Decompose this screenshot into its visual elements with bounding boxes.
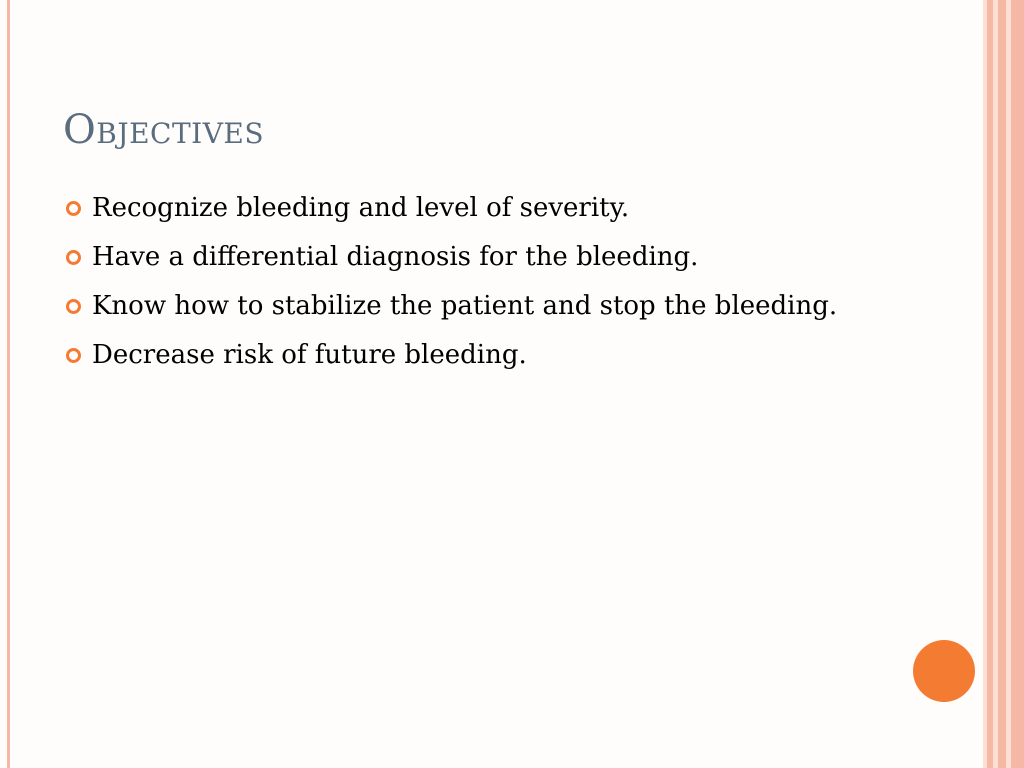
right-border-stripe-4 [998,0,1006,768]
bullet-text: Have a differential diagnosis for the bleeding. [92,242,699,272]
ring-bullet-icon [66,348,81,363]
ring-bullet-icon [66,250,81,265]
bullet-item [63,334,853,376]
decorative-orange-circle [913,640,975,702]
ring-bullet-icon [66,299,81,314]
left-border-line [7,0,10,768]
bullet-list [63,187,853,383]
bullet-item [63,187,853,229]
bullet-item [63,236,853,278]
ring-bullet-icon [66,201,81,216]
slide-title: Objectives [63,107,265,153]
bullet-text: Decrease risk of future bleeding. [92,340,527,370]
bullet-text: Know how to stabilize the patient and stop the bleeding. [92,291,838,321]
bullet-text: Recognize bleeding and level of severity. [92,193,630,223]
bullet-item [63,285,853,327]
right-border-stripe-6 [1011,0,1024,768]
